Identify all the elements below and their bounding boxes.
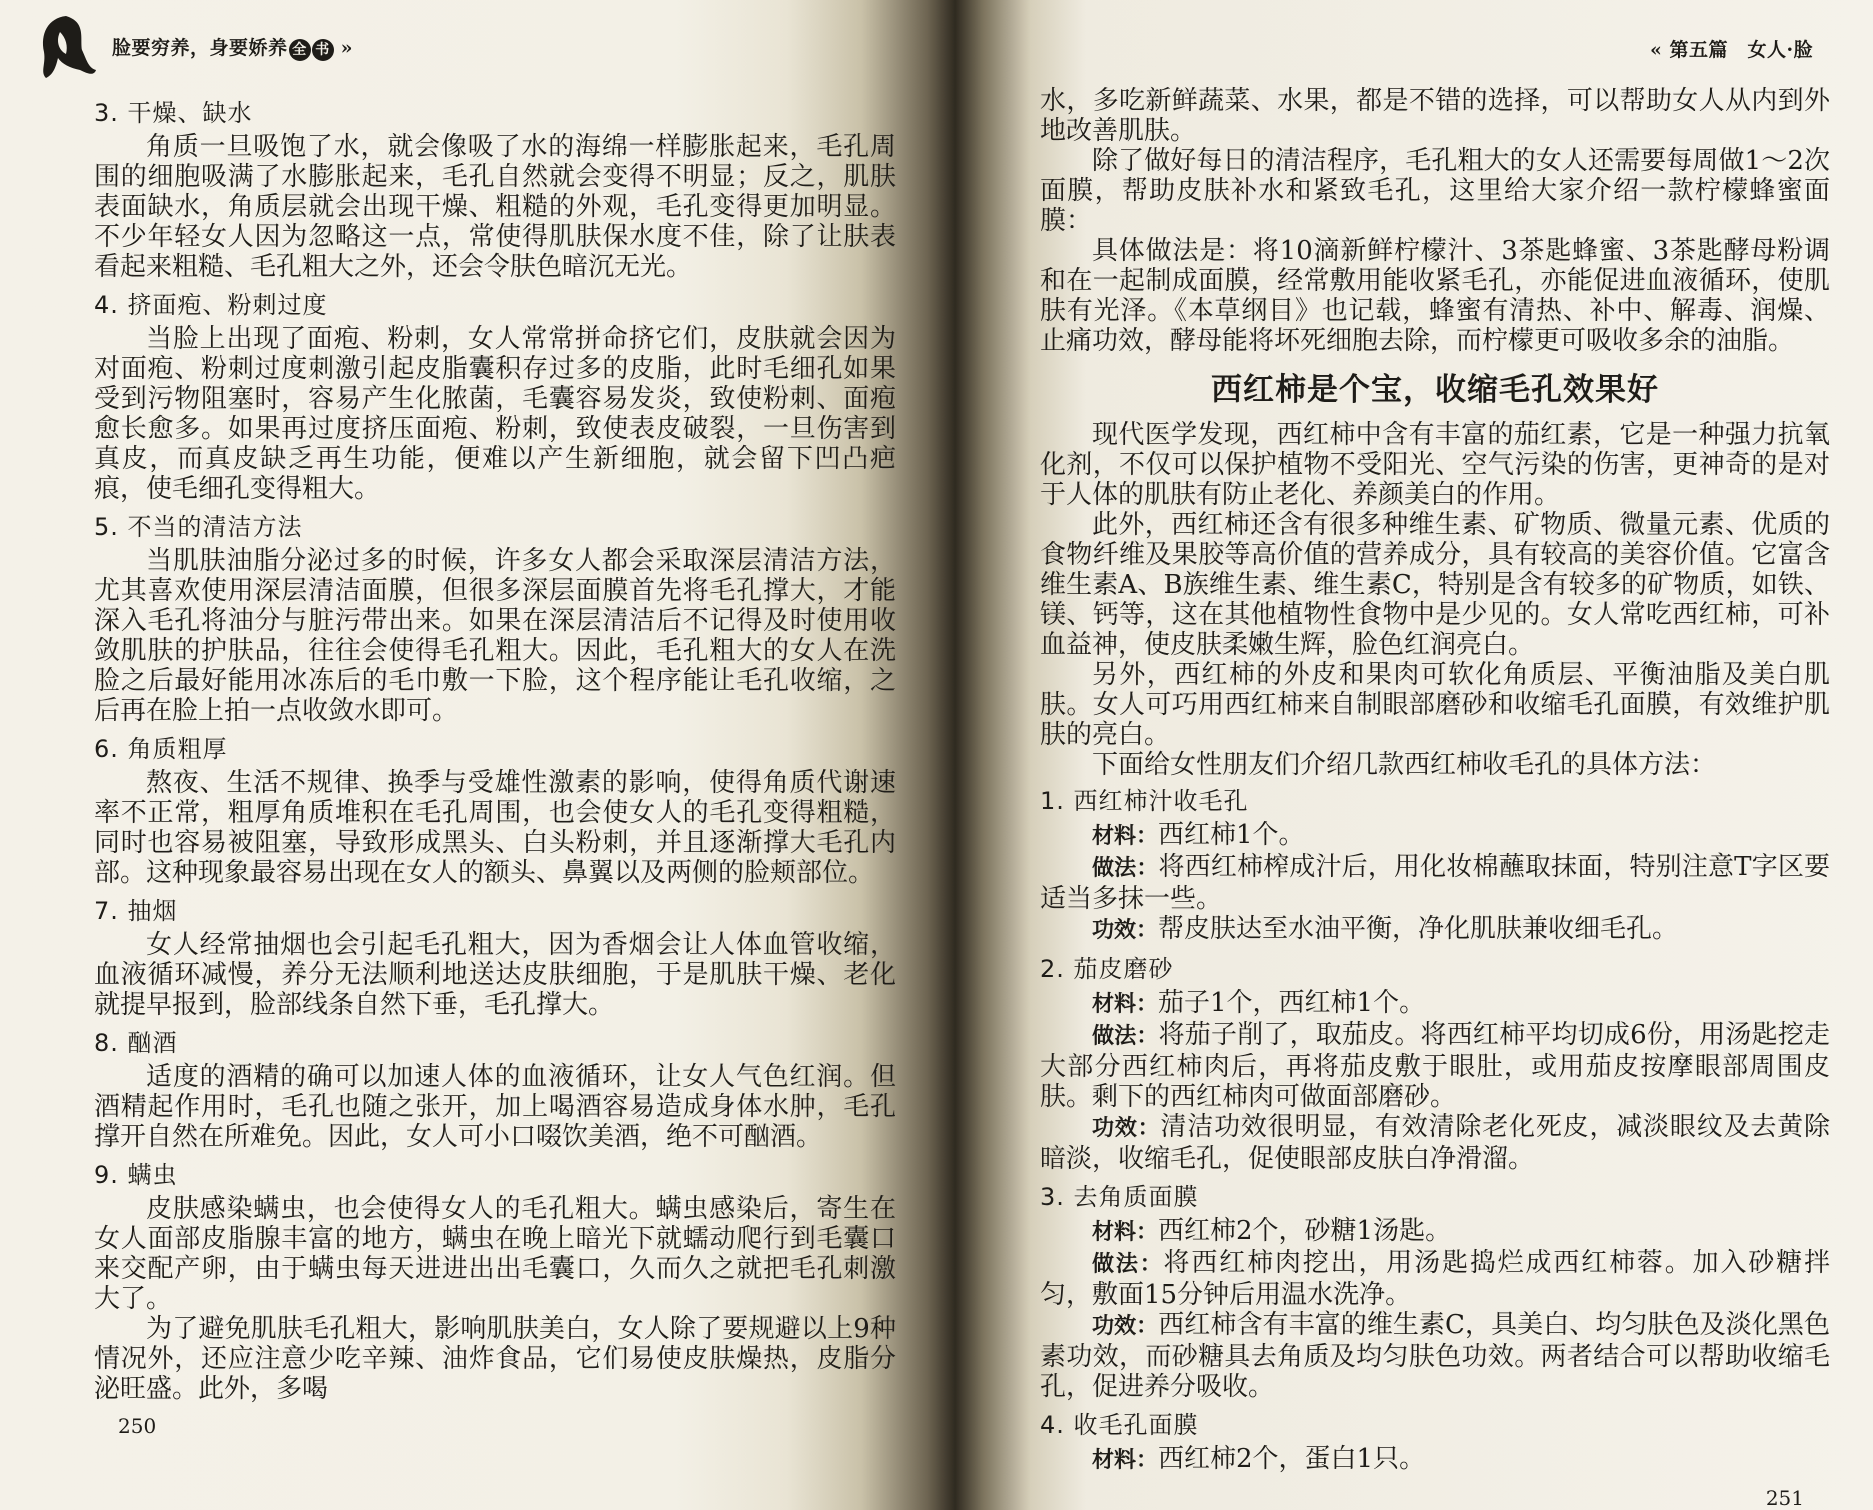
paragraph: 女人经常抽烟也会引起毛孔粗大，因为香烟会让人体血管收缩，血液循环减慢，养分无法顺利地送达皮肤细胞，于是肌肤干燥、老化就提早报到，脸部线条自然下垂，毛孔撑大。 — [94, 930, 896, 1020]
section-heading: 4. 挤面疱、粉刺过度 — [94, 291, 328, 319]
section-6 — [94, 732, 896, 888]
section-5 — [94, 510, 896, 726]
section-9 — [94, 1158, 896, 1404]
recipe-1 — [1040, 784, 1830, 946]
materials-label: 材料： — [1092, 992, 1159, 1017]
effect-label: 功效： — [1092, 918, 1159, 943]
recipe-heading: 2. 茄皮磨砂 — [1040, 955, 1174, 983]
paragraph: 此外，西红柿还含有很多种维生素、矿物质、微量元素、优质的食物纤维及果胶等高价值的营养成分，具有较高的美容价值。它富含维生素A、B族维生素、维生素C，特别是含有较多的矿物质，如铁、镁、钙等，这在其他植物性食物中是少见的。女人常吃西红柿，可补血益神，使皮肤柔嫩生辉，脸色红润亮白。 — [1040, 510, 1830, 660]
recipe-heading: 3. 去角质面膜 — [1040, 1183, 1199, 1211]
materials-label: 材料： — [1092, 824, 1159, 849]
paragraph: 适度的酒精的确可以加速人体的血液循环，让女人气色红润。但酒精起作用时，毛孔也随之张开，加上喝酒容易造成身体水肿，毛孔撑开自然在所难免。因此，女人可小口啜饮美酒，绝不可酗酒。 — [94, 1062, 896, 1152]
recipe-3 — [1040, 1180, 1830, 1402]
recipe-4 — [1040, 1408, 1830, 1476]
method-label: 做法： — [1092, 1024, 1159, 1049]
paragraph: 水，多吃新鲜蔬菜、水果，都是不错的选择，可以帮助女人从内到外地改善肌肤。 — [1040, 86, 1830, 146]
recipe-heading: 1. 西红柿汁收毛孔 — [1040, 787, 1249, 815]
method-label: 做法： — [1092, 856, 1159, 881]
method-label: 做法： — [1092, 1252, 1164, 1277]
left-page-column — [94, 92, 896, 1438]
materials-text: 茄子1个，西红柿1个。 — [1158, 988, 1426, 1018]
paragraph: 下面给女性朋友们介绍几款西红柿收毛孔的具体方法： — [1092, 750, 1717, 780]
paragraph: 皮肤感染螨虫，也会使得女人的毛孔粗大。螨虫感染后，寄生在女人面部皮脂腺丰富的地方，螨虫在晚上暗光下就蠕动爬行到毛囊口来交配产卵，由于螨虫每天进进出出毛囊口，久而久之就把毛孔刺激大了。 — [94, 1194, 896, 1314]
recipe-2 — [1040, 952, 1830, 1174]
running-header-right — [1650, 38, 1813, 62]
book-title: 脸要穷养，身要娇养 — [112, 37, 288, 59]
paragraph: 熬夜、生活不规律、换季与受雄性激素的影响，使得角质代谢速率不正常，粗厚角质堆积在毛孔周围，也会使女人的毛孔变得粗糙，同时也容易被阻塞，导致形成黑头、白头粉刺，并且逐渐撑大毛孔内部。这种现象最容易出现在女人的额头、鼻翼以及两侧的脸颊部位。 — [94, 768, 896, 888]
section-heading: 5. 不当的清洁方法 — [94, 513, 303, 541]
paragraph: 除了做好每日的清洁程序，毛孔粗大的女人还需要每周做1～2次面膜，帮助皮肤补水和紧致毛孔，这里给大家介绍一款柠檬蜂蜜面膜： — [1040, 146, 1830, 236]
paragraph: 现代医学发现，西红柿中含有丰富的茄红素，它是一种强力抗氧化剂，不仅可以保护植物不受阳光、空气污染的伤害，更神奇的是对于人体的肌肤有防止老化、养颜美白的作用。 — [1040, 420, 1830, 510]
materials-text: 西红柿1个。 — [1158, 820, 1305, 850]
paragraph: 角质一旦吸饱了水，就会像吸了水的海绵一样膨胀起来，毛孔周围的细胞吸满了水膨胀起来，毛孔自然就会变得不明显；反之，肌肤表面缺水，角质层就会出现干燥、粗糙的外观，毛孔变得更加明显。不少年轻女人因为忽略这一点，常使得肌肤保水度不佳，除了让肤表看起来粗糙、毛孔粗大之外，还会令肤色暗沉无光。 — [94, 132, 896, 282]
recipe-heading: 4. 收毛孔面膜 — [1040, 1411, 1199, 1439]
paragraph: 为了避免肌肤毛孔粗大，影响肌肤美白，女人除了要规避以上9种情况外，还应注意少吃辛辣、油炸食品，它们易使皮肤燥热，皮脂分泌旺盛。此外，多喝 — [94, 1314, 896, 1404]
back-arrow-icon: « — [1650, 39, 1663, 61]
badge-char: 全 — [289, 39, 311, 61]
section-8 — [94, 1026, 896, 1152]
paragraph: 另外，西红柿的外皮和果肉可软化角质层、平衡油脂及美白肌肤。女人可巧用西红柿来自制眼部磨砂和收缩毛孔面膜，有效维护肌肤的亮白。 — [1040, 660, 1830, 750]
running-header-left — [112, 36, 353, 61]
method-text: 将茄子削了，取茄皮。将西红柿平均切成6份，用汤匙挖走大部分西红柿肉后，再将茄皮敷于眼肚，或用茄皮按摩眼部周围皮肤。剩下的西红柿肉可做面部磨砂。 — [1040, 1020, 1830, 1112]
badge-char: 书 — [312, 39, 334, 61]
materials-label: 材料： — [1092, 1448, 1159, 1473]
paragraph: 当脸上出现了面疱、粉刺，女人常常拼命挤它们，皮肤就会因为对面疱、粉刺过度刺激引起皮脂囊积存过多的皮脂，此时毛细孔如果受到污物阻塞时，容易产生化脓菌，毛囊容易发炎，致使粉刺、面疱愈长愈多。如果再过度挤压面疱、粉刺，致使表皮破裂，一旦伤害到真皮，而真皮缺乏再生功能，便难以产生新细胞，就会留下凹凸疤痕，使毛细孔变得粗大。 — [94, 324, 896, 504]
effect-label: 功效： — [1092, 1116, 1161, 1141]
section-3 — [94, 96, 896, 282]
right-page-column — [1040, 86, 1830, 1510]
paragraph: 当肌肤油脂分泌过多的时候，许多女人都会采取深层清洁方法，尤其喜欢使用深层清洁面膜，但很多深层面膜首先将毛孔撑大，才能深入毛孔将油分与脏污带出来。如果在深层清洁后不记得及时使用收敛肌肤的护肤品，往往会使得毛孔粗大。因此，毛孔粗大的女人在洗脸之后最好能用冰冻后的毛巾敷一下脸，这个程序能让毛孔收缩，之后再在脸上拍一点收敛水即可。 — [94, 546, 896, 726]
woman-silhouette-logo — [36, 14, 98, 80]
page-number-left: 250 — [118, 1414, 157, 1438]
effect-text: 帮皮肤达至水油平衡，净化肌肤兼收细毛孔。 — [1158, 914, 1679, 944]
materials-text: 西红柿2个，蛋白1只。 — [1158, 1444, 1426, 1474]
method-text: 将西红柿榨成汁后，用化妆棉蘸取抹面，特别注意T字区要适当多抹一些。 — [1040, 852, 1830, 914]
paragraph: 具体做法是：将10滴新鲜柠檬汁、3茶匙蜂蜜、3茶匙酵母粉调和在一起制成面膜，经常敷用能收紧毛孔，亦能促进血液循环，使肌肤有光泽。《本草纲目》也记载，蜂蜜有清热、补中、解毒、润燥、止痛功效，酵母能将坏死细胞去除，而柠檬更可吸收多余的油脂。 — [1040, 236, 1830, 356]
section-heading: 6. 角质粗厚 — [94, 735, 228, 763]
section-7 — [94, 894, 896, 1020]
materials-text: 西红柿2个，砂糖1汤匙。 — [1158, 1216, 1452, 1246]
chapter-title: 第五篇 女人·脸 — [1669, 39, 1814, 61]
method-text: 将西红柿肉挖出，用汤匙捣烂成西红柿蓉。加入砂糖拌匀，敷面15分钟后用温水洗净。 — [1040, 1248, 1830, 1310]
intro-text — [1040, 86, 1830, 356]
body-text — [1040, 420, 1830, 780]
materials-label: 材料： — [1092, 1220, 1159, 1245]
forward-arrow-icon: » — [340, 37, 354, 59]
section-heading: 8. 酗酒 — [94, 1029, 178, 1057]
page-number-right: 251 — [1765, 1486, 1804, 1510]
effect-label: 功效： — [1092, 1314, 1159, 1339]
section-title: 西红柿是个宝，收缩毛孔效果好 — [1211, 372, 1659, 408]
section-4 — [94, 288, 896, 504]
effect-text: 西红柿含有丰富的维生素C，具美白、均匀肤色及淡化黑色素功效，而砂糖具去角质及均匀肤色功效。两者结合可以帮助收缩毛孔，促进养分吸收。 — [1040, 1310, 1830, 1402]
section-heading: 3. 干燥、缺水 — [94, 99, 253, 127]
effect-text: 清洁功效很明显，有效清除老化死皮，减淡眼纹及去黄除暗淡，收缩毛孔，促使眼部皮肤白净滑溜。 — [1040, 1112, 1830, 1174]
section-heading: 9. 螨虫 — [94, 1161, 178, 1189]
section-heading: 7. 抽烟 — [94, 897, 178, 925]
